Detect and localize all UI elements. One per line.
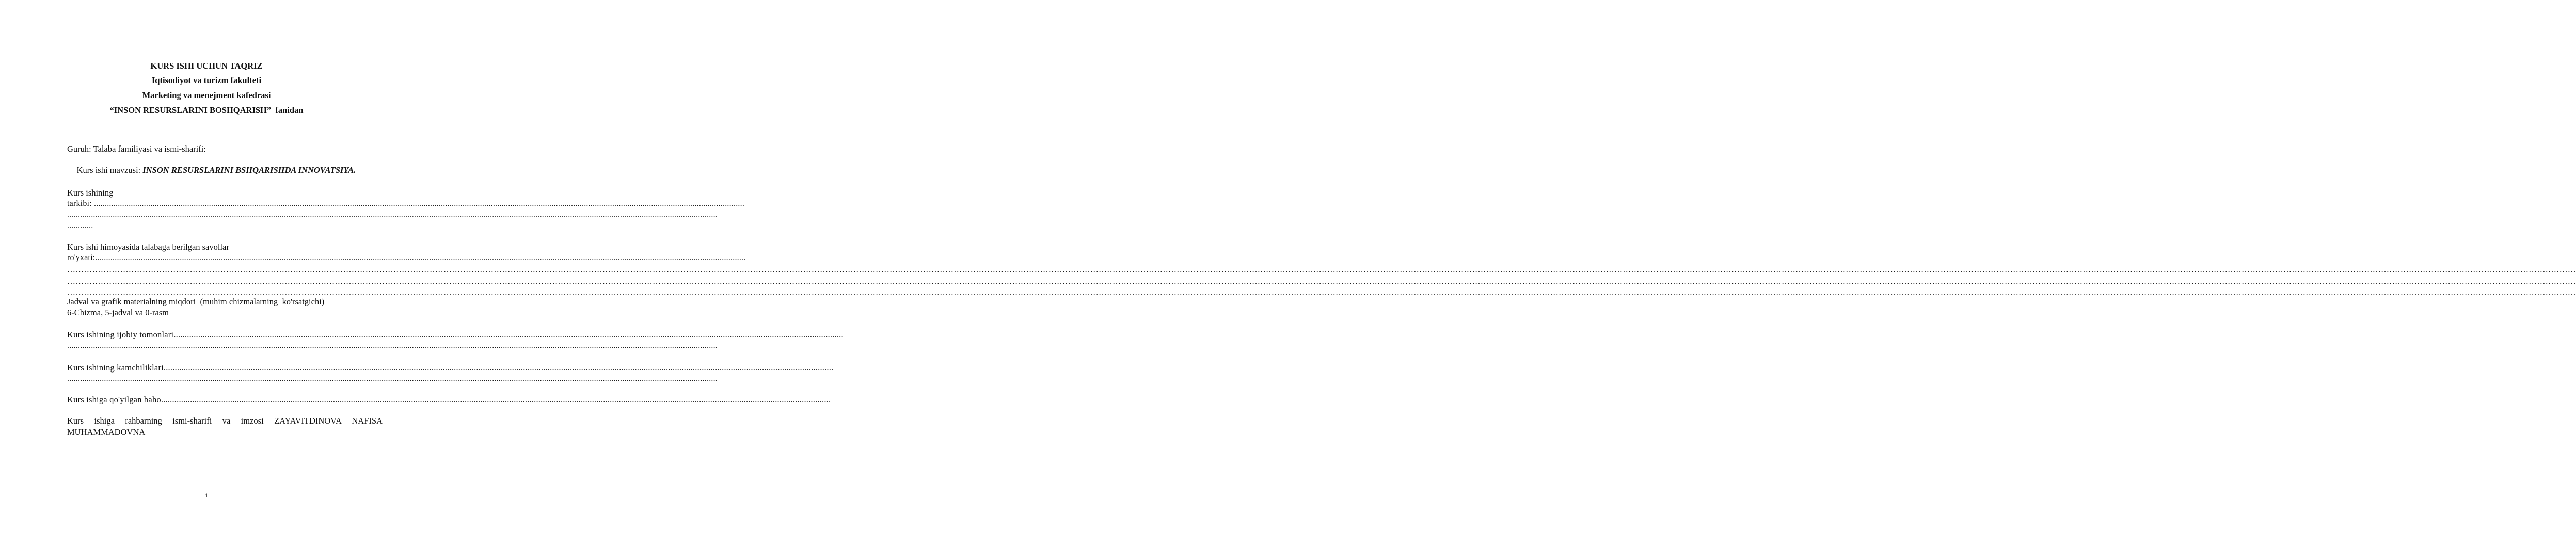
positives-line-2: [67, 341, 718, 351]
department-name: Marketing va menejment kafedrasi: [142, 90, 271, 100]
grade-label: Kurs ishiga qo'yilgan baho: [67, 395, 161, 404]
subject-name: “INSON RESURSLARINI BOSHQARISH” fanidan: [109, 105, 304, 115]
materials-value: 6-Chizma, 5-jadval va 0-rasm: [67, 308, 169, 317]
questions-line-3: [67, 277, 2576, 287]
dotted-fill: ............................................................................................................................................................................................................................................................................................................: [94, 199, 745, 208]
dotted-fill: ............................................................................................................................................................................................................................................................................................................: [67, 341, 718, 350]
grade-line: [67, 395, 831, 405]
structure-line-3: ............: [67, 221, 93, 230]
topic-line: [68, 155, 383, 186]
topic-label: Kurs ishi mavzusi:: [76, 165, 143, 175]
structure-line-2: [67, 210, 718, 220]
dotted-fill: ............................................................................................................................................................................................................................................................................................................: [161, 395, 831, 404]
dotted-fill: ............................................................................................................................................................................................................................................................................................................: [95, 253, 746, 262]
structure-label-cont: tarkibi:: [67, 199, 94, 208]
topic-value: INSON RESURSLARINI BSHQARISHDA INNOVATSIYA.: [142, 165, 356, 175]
group-student-label: Guruh: Talaba familiyasi va ismi-sharifi:: [67, 144, 206, 154]
page-number: 1: [204, 493, 209, 499]
dotted-fill: ………………………………………………………………………………………………………………………………………………………………………………………………………………………………………………………………………………………………………………………………………………………………………………………………………………………………………………………………………………………………………………………………………………………………………………………………………………………………………………………………………………………………………………………………………………………………………………………………………………………………: [67, 265, 2576, 274]
dotted-fill: ………………………………………………………………………………………………………………………………………………………………………………………………………………………………………………………………………………………………………………………………………………………………………………………………………………………………………………………………………………………………………………………………………………………………………………………………………………………………………………………………………………………………………………………………………………………………………………………………………………………………: [67, 277, 2576, 286]
shortcomings-line-1: [67, 363, 834, 373]
questions-label: Kurs ishi himoyasida talabaga berilgan savollar: [67, 242, 229, 252]
structure-line-1: [67, 199, 745, 209]
positives-line-1: [67, 330, 844, 340]
dotted-fill: ………………………………………………………………………………………………………………………………………………………………………………………………………………………………………………………………………………………………………………………………………………………………………………………………………………………………………………………………………………………………………………………………………………………………………………………………………………………………………………………………………………………………………………………………………………………………………………………………………………………………: [67, 288, 2576, 297]
structure-label: Kurs ishining: [67, 188, 114, 198]
shortcomings-label: Kurs ishining kamchiliklari: [67, 363, 164, 373]
positives-label: Kurs ishining ijobiy tomonlari: [67, 330, 174, 339]
supervisor-signature-text: Kurs ishiga rahbarning ismi-sharifi va imzosi ZAYAVITDINOVA NAFISA MUHAMMADOVNA: [67, 416, 383, 437]
questions-line-1: [67, 253, 746, 263]
dotted-fill: ............................................................................................................................................................................................................................................................................................................: [67, 374, 718, 383]
dotted-fill: ............................................................................................................................................................................................................................................................................................................: [67, 211, 718, 219]
faculty-name: Iqtisodiyot va turizm fakulteti: [151, 75, 262, 85]
dotted-fill: ............................................................................................................................................................................................................................................................................................................: [173, 330, 844, 339]
shortcomings-line-2: [67, 374, 718, 384]
questions-line-2: [67, 265, 2576, 275]
dotted-fill: ............................................................................................................................................................................................................................................................................................................: [163, 363, 834, 373]
document-title: KURS ISHI UCHUN TAQRIZ: [150, 61, 263, 71]
materials-label: Jadval va grafik materialning miqdori (muhim chizmalarning ko'rsatgichi): [67, 297, 325, 306]
questions-label-cont: ro'yxati:: [67, 253, 96, 262]
